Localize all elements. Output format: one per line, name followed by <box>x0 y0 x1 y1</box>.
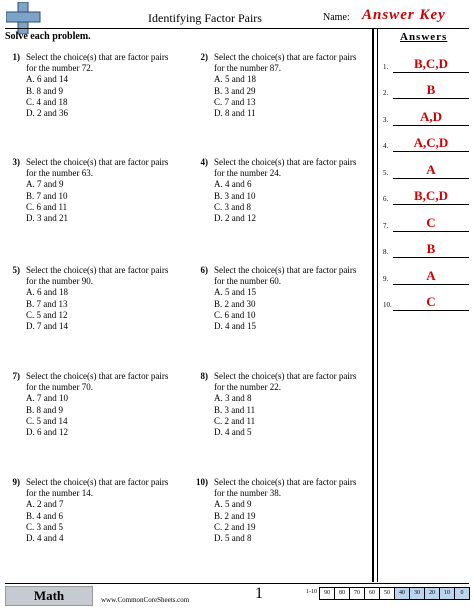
answer-row-1 <box>383 55 469 73</box>
answer-line <box>393 151 469 152</box>
choice-c: C. 5 and 12 <box>26 309 68 320</box>
score-range: 1-10 <box>306 589 317 595</box>
question-text: Select the choice(s) that are factor pairs for the number 14. <box>26 477 169 499</box>
choice-b: B. 8 and 9 <box>26 404 63 415</box>
choice-b: B. 7 and 13 <box>26 298 68 309</box>
logo-plus-icon <box>6 2 42 34</box>
question-number: 4) <box>200 157 208 167</box>
answer-line <box>393 204 469 205</box>
answer-line <box>393 178 469 179</box>
score-cell: 10 <box>439 587 455 600</box>
answer-key-label: Answer Key <box>362 7 446 23</box>
answer-line <box>393 284 469 285</box>
answer-number: 5. <box>383 169 389 177</box>
choice-b: B. 7 and 10 <box>26 190 68 201</box>
answer-value: A <box>426 268 436 283</box>
answer-line <box>393 72 469 73</box>
answer-line <box>393 310 469 311</box>
answer-value: B,C,D <box>414 188 448 203</box>
score-cell: 20 <box>424 587 440 600</box>
choice-a: A. 6 and 14 <box>26 74 68 85</box>
score-cell: 0 <box>454 587 470 600</box>
answer-row-9 <box>383 267 469 285</box>
answer-line <box>393 231 469 232</box>
choice-b: B. 3 and 10 <box>214 190 256 201</box>
page-number: 1 <box>255 585 263 602</box>
answers-column-divider-inner <box>377 28 378 582</box>
choice-c: C. 7 and 13 <box>214 96 256 107</box>
choice-c: C. 2 and 19 <box>214 521 256 532</box>
score-cell: 90 <box>319 587 335 600</box>
score-cell: 40 <box>394 587 410 600</box>
answer-row-2 <box>383 81 469 99</box>
choice-b: B. 2 and 30 <box>214 298 256 309</box>
question-text: Select the choice(s) that are factor pairs for the number 22. <box>214 371 357 393</box>
question-number: 6) <box>200 265 208 275</box>
site-url: www.CommonCoreSheets.com <box>101 596 190 604</box>
worksheet-title: Identifying Factor Pairs <box>148 11 262 25</box>
answer-number: 8. <box>383 248 389 256</box>
question-text: Select the choice(s) that are factor pairs for the number 60. <box>214 265 357 287</box>
answer-number: 7. <box>383 222 389 230</box>
question-text: Select the choice(s) that are factor pairs for the number 70. <box>26 371 169 393</box>
answer-number: 4. <box>383 142 389 150</box>
choice-d: D. 7 and 14 <box>26 321 68 332</box>
score-cell: 70 <box>349 587 365 600</box>
choice-b: B. 4 and 6 <box>26 510 63 521</box>
answer-number: 10. <box>383 301 392 309</box>
question-number: 7) <box>12 371 20 381</box>
answer-row-6 <box>383 187 469 205</box>
choice-c: C. 3 and 8 <box>214 201 251 212</box>
choice-a: A. 3 and 8 <box>214 393 252 404</box>
question-text: Select the choice(s) that are factor pairs for the number 90. <box>26 265 169 287</box>
answer-row-4 <box>383 134 469 152</box>
score-cell: 50 <box>379 587 395 600</box>
answer-line <box>393 125 469 126</box>
question-number: 3) <box>12 157 20 167</box>
choice-b: B. 8 and 9 <box>26 85 63 96</box>
choice-a: A. 5 and 9 <box>214 499 252 510</box>
choice-c: C. 5 and 14 <box>26 415 68 426</box>
answer-row-5 <box>383 161 469 179</box>
choice-d: D. 2 and 12 <box>214 213 256 224</box>
instructions: Solve each problem. <box>5 31 91 42</box>
answers-heading: Answers <box>400 31 448 43</box>
choice-a: A. 7 and 10 <box>26 393 68 404</box>
choice-d: D. 4 and 5 <box>214 427 252 438</box>
question-number: 9) <box>12 477 20 487</box>
answer-number: 9. <box>383 275 389 283</box>
question-number: 10) <box>196 477 208 487</box>
choice-b: B. 3 and 11 <box>214 404 256 415</box>
choice-d: D. 4 and 15 <box>214 321 256 332</box>
choice-b: B. 2 and 19 <box>214 510 256 521</box>
question-text: Select the choice(s) that are factor pairs for the number 38. <box>214 477 357 499</box>
choice-c: C. 2 and 11 <box>214 415 256 426</box>
question-number: 8) <box>200 371 208 381</box>
question-text: Select the choice(s) that are factor pairs for the number 63. <box>26 157 169 179</box>
question-text: Select the choice(s) that are factor pairs for the number 87. <box>214 52 357 74</box>
answer-value: A <box>426 162 436 177</box>
choice-b: B. 3 and 29 <box>214 85 256 96</box>
question-text: Select the choice(s) that are factor pairs for the number 72. <box>26 52 169 74</box>
answer-line <box>393 98 469 99</box>
question-text: Select the choice(s) that are factor pairs for the number 24. <box>214 157 357 179</box>
answer-number: 6. <box>383 195 389 203</box>
choice-a: A. 7 and 9 <box>26 179 64 190</box>
choice-d: D. 4 and 4 <box>26 533 64 544</box>
answer-row-3 <box>383 108 469 126</box>
answers-column-divider <box>372 28 374 582</box>
question-number: 2) <box>200 52 208 62</box>
choice-d: D. 3 and 21 <box>26 213 68 224</box>
answer-row-8 <box>383 240 469 258</box>
answer-number: 2. <box>383 89 389 97</box>
score-cell: 60 <box>364 587 380 600</box>
choice-c: C. 4 and 18 <box>26 96 68 107</box>
choice-a: A. 5 and 15 <box>214 287 256 298</box>
answer-number: 1. <box>383 63 389 71</box>
choice-c: C. 3 and 5 <box>26 521 63 532</box>
score-cell: 80 <box>334 587 350 600</box>
choice-d: D. 8 and 11 <box>214 108 256 119</box>
choice-a: A. 4 and 6 <box>214 179 252 190</box>
question-number: 5) <box>12 265 20 275</box>
header-divider <box>5 28 469 29</box>
answer-value: A,D <box>419 109 443 124</box>
score-cell: 30 <box>409 587 425 600</box>
answer-line <box>393 257 469 258</box>
name-label: Name: <box>323 12 350 23</box>
choice-c: C. 6 and 11 <box>26 201 68 212</box>
answer-value: A,C,D <box>413 135 449 150</box>
choice-c: C. 6 and 10 <box>214 309 256 320</box>
answer-value: C <box>426 215 436 230</box>
score-table <box>305 587 470 600</box>
choice-d: D. 2 and 36 <box>26 108 68 119</box>
question-number: 1) <box>12 52 20 62</box>
choice-a: A. 5 and 18 <box>214 74 256 85</box>
answer-value: B,C,D <box>414 56 448 71</box>
choice-a: A. 6 and 18 <box>26 287 68 298</box>
answer-row-7 <box>383 214 469 232</box>
subject-badge: Math <box>5 586 93 606</box>
answer-number: 3. <box>383 116 389 124</box>
choice-a: A. 2 and 7 <box>26 499 64 510</box>
answer-value: B <box>426 82 436 97</box>
footer-divider <box>5 583 469 584</box>
answer-row-10 <box>383 293 469 311</box>
choice-d: D. 5 and 8 <box>214 533 252 544</box>
choice-d: D. 6 and 12 <box>26 427 68 438</box>
answer-value: C <box>426 294 436 309</box>
answer-value: B <box>426 241 436 256</box>
